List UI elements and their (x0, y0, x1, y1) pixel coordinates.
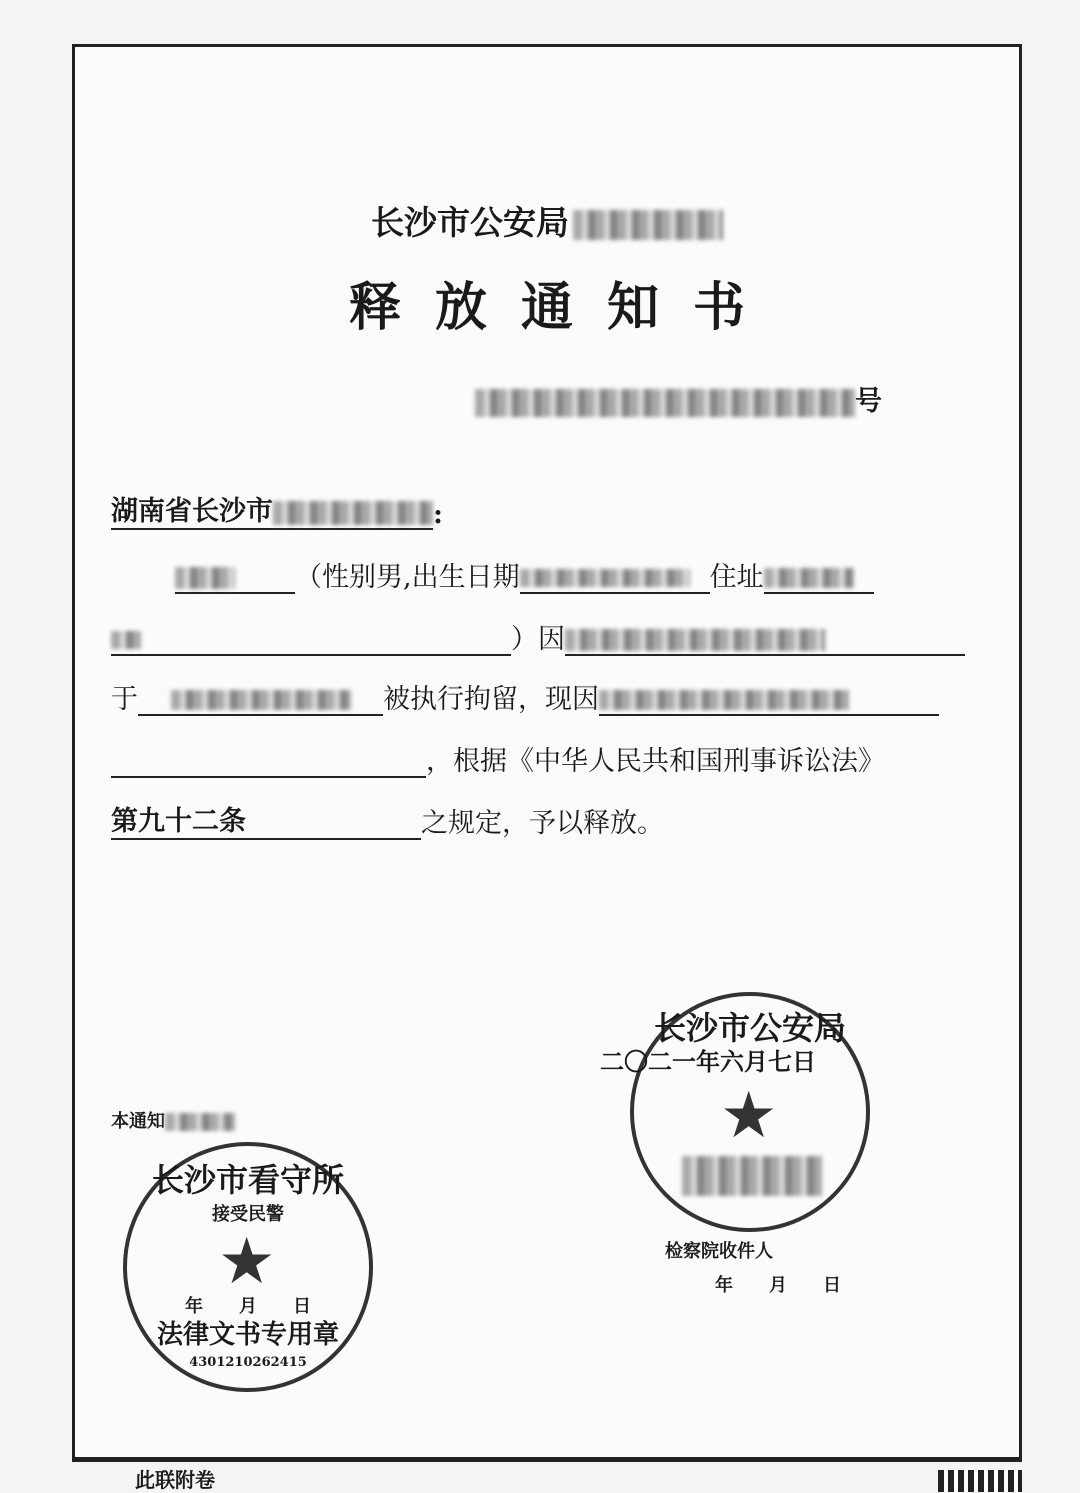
left-seal-purpose: 法律文书专用章 (156, 1320, 339, 1350)
doc-number-suffix: 号 (855, 386, 882, 417)
redacted-doc-number (475, 389, 855, 417)
seal-ring-text: 长沙市公安局 (653, 1009, 846, 1047)
police-receiver-label: 接受民警 (212, 1204, 284, 1225)
addressee-prefix: 湖南省长沙市 (111, 496, 273, 527)
star-icon: ★ (720, 1079, 778, 1153)
addressee-colon: : (433, 499, 443, 530)
redacted-release-reason (599, 690, 849, 710)
copy-label: 此联附卷 (135, 1468, 215, 1492)
redacted-name (175, 567, 235, 589)
birth-label: ,出生日期 (403, 562, 520, 593)
addressee (111, 489, 443, 530)
name-field (175, 561, 295, 594)
release-reason-field (599, 683, 939, 716)
redacted-notice (165, 1113, 235, 1131)
address-label: 住址 (709, 562, 764, 593)
police-bureau-seal (630, 992, 870, 1232)
qr-code-icon (938, 1470, 1022, 1492)
seal-redacted-branch (682, 1156, 822, 1196)
procuratorate-receiver-label: 检察院收件人 (665, 1241, 773, 1262)
release-notice-document (72, 44, 1022, 1462)
redacted-address (764, 568, 854, 588)
redacted-seal-branch (682, 1156, 822, 1196)
on-label: 于 (111, 684, 138, 715)
redacted-branch (573, 210, 723, 240)
reason-field (565, 623, 965, 656)
redacted-offense (565, 629, 825, 651)
birth-field (520, 561, 710, 594)
gender-label: （性别男 (295, 562, 403, 593)
document-number (475, 379, 882, 418)
body-line-3 (111, 677, 939, 716)
issue-date: 二〇二一年六月七日 (600, 1047, 816, 1076)
left-seal-ring-text: 长沙市看守所 (151, 1161, 344, 1199)
issuer-line (75, 197, 1019, 244)
detained-label: 被执行拘留，现因 (383, 684, 599, 715)
blank-field (111, 746, 426, 778)
left-seal-serial: 4301210262415 (189, 1355, 307, 1370)
article-field (111, 799, 421, 840)
police-receive-date: 年 月 日 (185, 1296, 311, 1317)
release-label: 之规定，予以释放。 (421, 808, 664, 839)
address-continued-field (111, 623, 511, 656)
article-value: 第九十二条 (111, 806, 246, 837)
notice-line (111, 1113, 235, 1131)
addressee-field (111, 489, 433, 530)
redacted-detention-date (171, 690, 351, 710)
body-line-4 (111, 739, 885, 778)
procuratorate-receive-date: 年 月 日 (715, 1275, 841, 1296)
document-title: 释放通知书 (348, 277, 779, 338)
redacted-address-2 (111, 631, 141, 649)
notice-prefix: 本通知 (111, 1111, 165, 1132)
body-line-5 (111, 799, 664, 840)
address-field (764, 561, 874, 594)
detention-date-field (138, 683, 383, 716)
body-line-1 (175, 555, 874, 594)
issuer-name: 长沙市公安局 (371, 203, 569, 242)
legal-basis-label: ，根据《中华人民共和国刑事诉讼法》 (426, 746, 885, 777)
detention-center-seal (123, 1142, 373, 1392)
body-line-2 (111, 617, 965, 656)
redacted-addressee (273, 501, 433, 525)
because-label: ）因 (511, 624, 565, 655)
redacted-birthdate (520, 569, 690, 587)
star-icon: ★ (218, 1225, 276, 1299)
